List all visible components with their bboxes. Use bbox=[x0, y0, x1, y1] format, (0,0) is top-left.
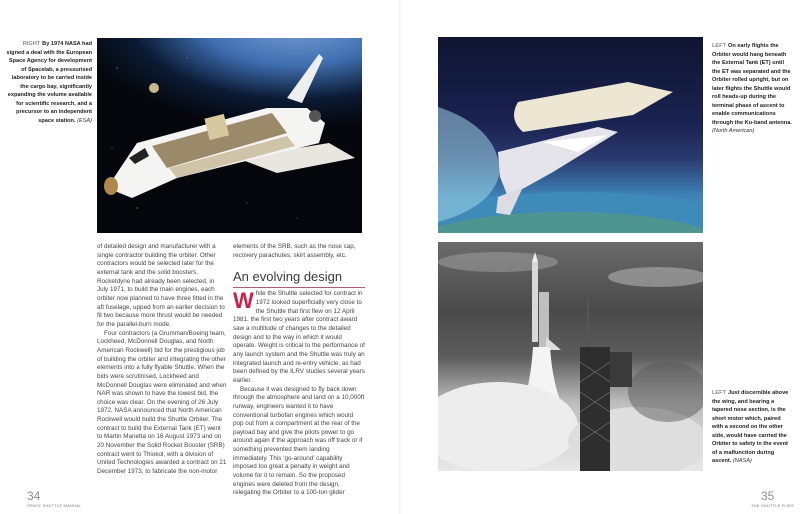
body-column-1 bbox=[97, 243, 227, 477]
caption-label: LEFT bbox=[712, 390, 726, 396]
caption-credit: (ESA) bbox=[77, 117, 92, 124]
paragraph-text: hile the Shuttle selected for contract in 1972 looked superficially very close to the Shuttle that first flew on 12 April 1981, the first two years after contract award saw a multitude of changes to the detailed design and to the way in which it would operate. Weight is critical to the performance of any launch system and the Shuttle was truly an integrated launch and re-entry vehicle, as had been defined by the ILRV studies several years earlier. bbox=[233, 290, 365, 384]
paragraph: elements of the SRB, such as the nose cap, recovery parachutes, skirt assembly, etc. bbox=[233, 243, 356, 259]
caption-text: On early flights the Orbiter would hang beneath the External Tank (ET) until the ET was separated and the Orbiter rolled upright, but on later flights the Shuttle would roll heads-up during the terminal phase of ascent to enable communications through the Ku-band antenna. bbox=[712, 43, 792, 126]
spacelab-illustration bbox=[97, 38, 362, 233]
page-number-left: 34 bbox=[27, 489, 41, 503]
external-tank-illustration bbox=[438, 37, 703, 233]
page-number-right: 35 bbox=[761, 489, 775, 503]
caption-credit: (North American) bbox=[712, 128, 755, 134]
drop-cap: W bbox=[233, 288, 254, 314]
paragraph: Four contractors (a Grumman/Boeing team, Lockheed, McDonnell Douglas, and North American Rockwell) bid for the prestigious job of building the orbiter and integrating the other elements into a fully flyable Shuttle. When the bids were scrutinised, Lockheed and McDonnell Douglas were eliminated and when NAR was shown to have the lowest bid, the choice was clear. On the evening of 26 July 1972, NASA announced that North American Rockwell would build the Shuttle Orbiter. The contract to build the External Tank (ET) went to Martin Marietta on 16 August 1973 and on 20 November the Solid Rocket Booster (SRB) contract went to Thiokol, with a division of United Technologies awarded a contract on 21 December 1973, to fabricate the non-motor bbox=[97, 329, 227, 476]
caption-spacelab bbox=[6, 40, 92, 125]
caption-label: LEFT bbox=[712, 43, 726, 49]
paragraph-with-dropcap bbox=[233, 290, 365, 385]
running-footer-right: THE SHUTTLE FLIES bbox=[751, 503, 794, 508]
caption-credit: (NASA) bbox=[732, 458, 752, 464]
paragraph: Because it was designed to fly back down through the atmosphere and land on a 10,000ft runway, engineers wanted it to have conventional turbofan engines which would pop out from a compartment at the rear of the payload bay and give the pilots power to go around again if the approach was off track or if something prevented them landing immediately. This ‘go-around’ capability imposed too great a penalty in weight and volume for it to remain. So the proposed engines were deleted from the design, relegating the Orbiter to a 100-ton glider bbox=[233, 385, 365, 497]
body-column-2 bbox=[233, 243, 365, 498]
shuttle-launch-drawing bbox=[438, 242, 703, 471]
section-heading: An evolving design bbox=[233, 269, 365, 288]
shuttle-spacelab-drawing bbox=[97, 38, 362, 233]
launch-illustration bbox=[438, 242, 703, 471]
caption-text: Just discernible above the wing, and bearing a tapered nose section, is the short motor which, paired with a second on the other side, would have carried the Orbiter to safety in the event of a malfunction during ascent. bbox=[712, 390, 789, 464]
caption-text: By 1974 NASA had signed a deal with the European Space Agency for development of Spacelab, a pressurised laboratory to be carried inside the cargo bay, significantly expanding the volume available for scientific research, and a precursor to an independent space station. bbox=[6, 41, 92, 124]
running-footer-left: SPACE SHUTTLE MANUAL bbox=[27, 503, 82, 508]
page-gutter bbox=[399, 0, 401, 514]
caption-launch bbox=[712, 389, 792, 466]
orbiter-under-et-drawing bbox=[438, 37, 703, 233]
caption-external-tank bbox=[712, 42, 792, 136]
caption-label: RIGHT bbox=[22, 41, 41, 47]
paragraph: of detailed design and manufacturer with a single contractor building the orbiter. Other contractors would be selected later for the external tank and the solid boosters. Rocketdyne had already been selected, in July 1971, to build the main engines, each orbiter now planned to have three fitted in the aft fuselage, upped from an earlier decision to fit two because more thrust would be needed for the parallel-burn mode. bbox=[97, 243, 225, 328]
